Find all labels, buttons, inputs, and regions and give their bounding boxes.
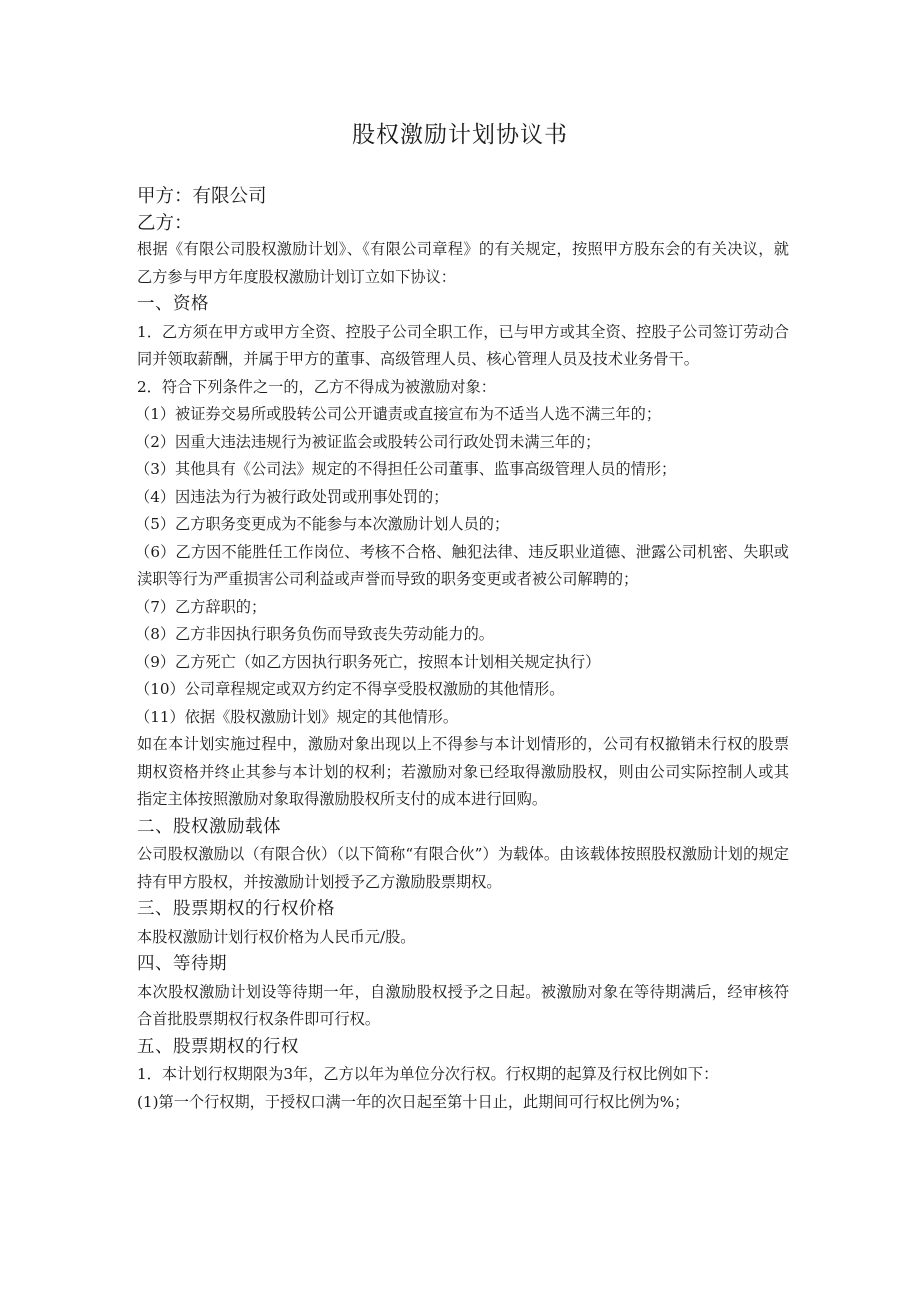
condition-item: （1）被证券交易所或股转公司公开谴责或直接宣布为不适当人选不满三年的； — [135, 405, 662, 423]
section-3-paragraph: 本股权激励计划行权价格为人民币元/股。 — [137, 927, 416, 946]
section-5-heading: 五、股票期权的行权 — [137, 1036, 299, 1057]
section-3-heading: 三、股票期权的行权价格 — [137, 899, 335, 919]
section-1-clause-1: 1．乙方须在甲方或甲方全资、控股子公司全职工作，已与甲方或其全资、控股子公司签订劳动合同并领取薪酬，并属于甲方的董事、高级管理人员、核心管理人员及技术业务骨干。 — [137, 322, 789, 368]
condition-item: （8）乙方非因执行职务负伤而导致丧失劳动能力的。 — [135, 625, 494, 643]
document-body — [137, 236, 789, 1116]
section-4-paragraph: 本次股权激励计划设等待期一年，自激励股权授予之日起。被激励对象在等待期满后，经审核符合首批股票期权行权条件即可行权。 — [137, 982, 789, 1028]
party-a: 甲方：有限公司 — [137, 186, 267, 207]
intro-paragraph: 根据《有限公司股权激励计划》、《有限公司章程》的有关规定，按照甲方股东会的有关决议，就乙方参与甲方年度股权激励计划订立如下协议： — [137, 240, 789, 286]
section-1-heading: 一、资格 — [137, 294, 209, 314]
condition-item: （6）乙方因不能胜任工作岗位、考核不合格、触犯法律、违反职业道德、泄露公司机密、失职或渎职等行为严重损害公司利益或声誉而导致的职务变更或者被公司解聘的； — [135, 542, 789, 588]
condition-item: （11）依据《股权激励计划》规定的其他情形。 — [135, 707, 459, 726]
condition-item: （3）其他具有《公司法》规定的不得担任公司董事、监事高级管理人员的情形； — [135, 460, 677, 478]
section-2-heading: 二、股权激励载体 — [137, 816, 281, 837]
condition-item: （7）乙方辞职的； — [135, 597, 267, 616]
document-title: 股权激励计划协议书 — [352, 122, 568, 148]
section-1-clause-3: 如在本计划实施过程中，激励对象出现以上不得参与本计划情形的，公司有权撤销未行权的股票期权资格并终止其参与本计划的权利；若激励对象已经取得激励股权，则由公司实际控制人或其指定主体按照激励对象取得激励股权所支付的成本进行回购。 — [137, 735, 789, 808]
section-2-paragraph: 公司股权激励以（有限合伙）（以下简称“有限合伙”）为载体。由该载体按照股权激励计划的规定持有甲方股权，并按激励计划授予乙方激励股票期权。 — [137, 845, 789, 891]
condition-item: （2）因重大违法违规行为被证监会或股转公司行政处罚未满三年的； — [135, 432, 601, 451]
section-5-clause-2: (1)第一个行权期，于授权口满一年的次日起至第十日止，此期间可行权比例为%； — [137, 1092, 690, 1111]
condition-item: （5）乙方职务变更成为不能参与本次激励计划人员的； — [135, 515, 510, 533]
condition-item: （4）因违法为行为被行政处罚或刑事处罚的； — [135, 487, 449, 506]
section-4-heading: 四、等待期 — [137, 954, 227, 974]
condition-item: （10）公司章程规定或双方约定不得享受股权激励的其他情形。 — [135, 680, 565, 698]
condition-item: （9）乙方死亡（如乙方因执行职务死亡，按照本计划相关规定执行） — [135, 652, 601, 671]
party-b: 乙方： — [137, 213, 193, 234]
section-1-clause-2: 2．符合下列条件之一的，乙方不得成为被激励对象： — [137, 377, 496, 396]
section-5-clause-1: 1．本计划行权期限为3年，乙方以年为单位分次行权。行权期的起算及行权比例如下： — [137, 1065, 719, 1083]
